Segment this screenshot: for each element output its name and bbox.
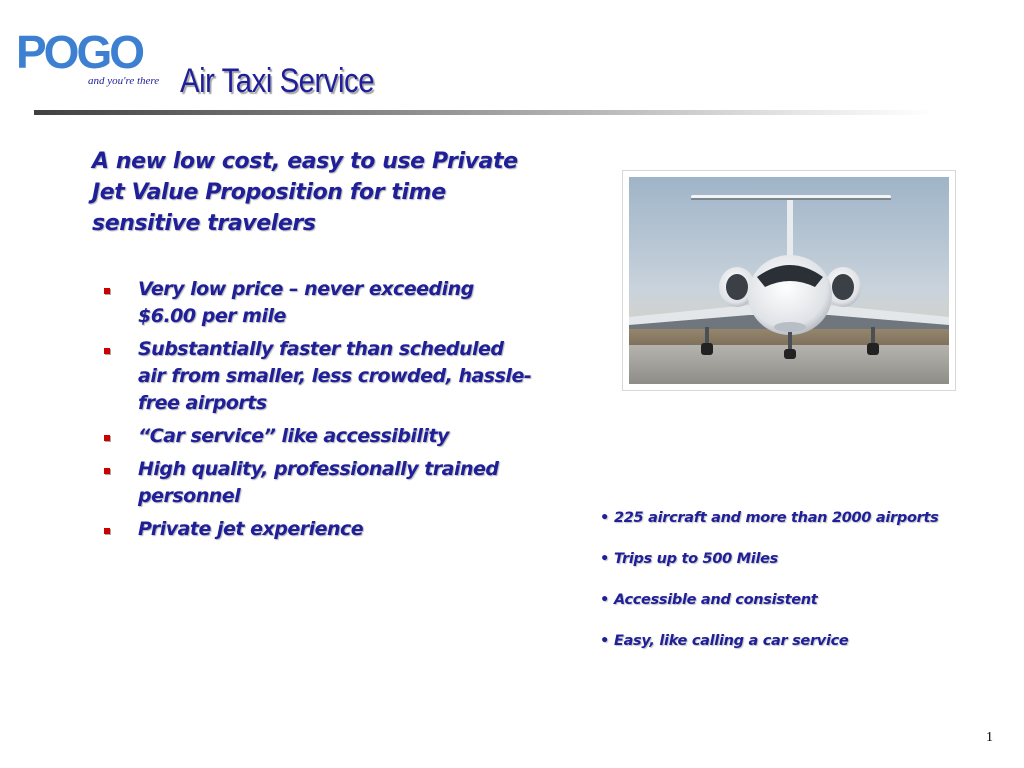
bullet-dot-icon: • (600, 633, 609, 649)
pogo-logo-graphic (14, 24, 174, 94)
list-item (104, 456, 534, 510)
bullet-marker-icon (104, 468, 110, 474)
list-item-text: Trips up to 500 Miles (613, 551, 778, 567)
list-item (104, 516, 534, 543)
bullet-marker-icon (104, 528, 110, 534)
list-item (104, 423, 534, 450)
bullet-dot-icon: • (600, 551, 609, 567)
list-item (600, 508, 1000, 549)
list-item-text: Substantially faster than scheduled air from smaller, less crowded, hassle-free airports (138, 338, 532, 414)
list-item-text: Easy, like calling a car service (613, 633, 849, 649)
list-item-text: Private jet experience (138, 518, 364, 540)
bullet-marker-icon (104, 288, 110, 294)
list-item (600, 631, 1000, 672)
bullet-dot-icon: • (600, 510, 609, 526)
jet-image (629, 177, 949, 384)
list-item-text: Accessible and consistent (613, 592, 818, 608)
benefits-list (104, 276, 534, 549)
facts-list (600, 508, 1000, 672)
pogo-logo (14, 24, 174, 94)
list-item (104, 336, 534, 417)
private-jet-photo (622, 170, 956, 391)
value-proposition-headline: A new low cost, easy to use Private Jet Value Proposition for time sensitive travelers (92, 149, 518, 236)
title-divider (34, 110, 934, 115)
list-item (600, 549, 1000, 590)
page-number: 1 (986, 730, 993, 745)
logo-wordmark: POGO (16, 26, 143, 78)
bullet-marker-icon (104, 435, 110, 441)
list-item-text: Very low price – never exceeding $6.00 per mile (138, 278, 474, 327)
bullet-marker-icon (104, 348, 110, 354)
list-item (104, 276, 534, 330)
slide-title: Air Taxi Service (180, 62, 375, 100)
list-item-text: 225 aircraft and more than 2000 airports (613, 510, 939, 526)
bullet-dot-icon: • (600, 592, 609, 608)
list-item-text: “Car service” like accessibility (138, 425, 449, 447)
logo-tagline: and you're there (88, 75, 160, 87)
list-item (600, 590, 1000, 631)
list-item-text: High quality, professionally trained personnel (138, 458, 499, 507)
